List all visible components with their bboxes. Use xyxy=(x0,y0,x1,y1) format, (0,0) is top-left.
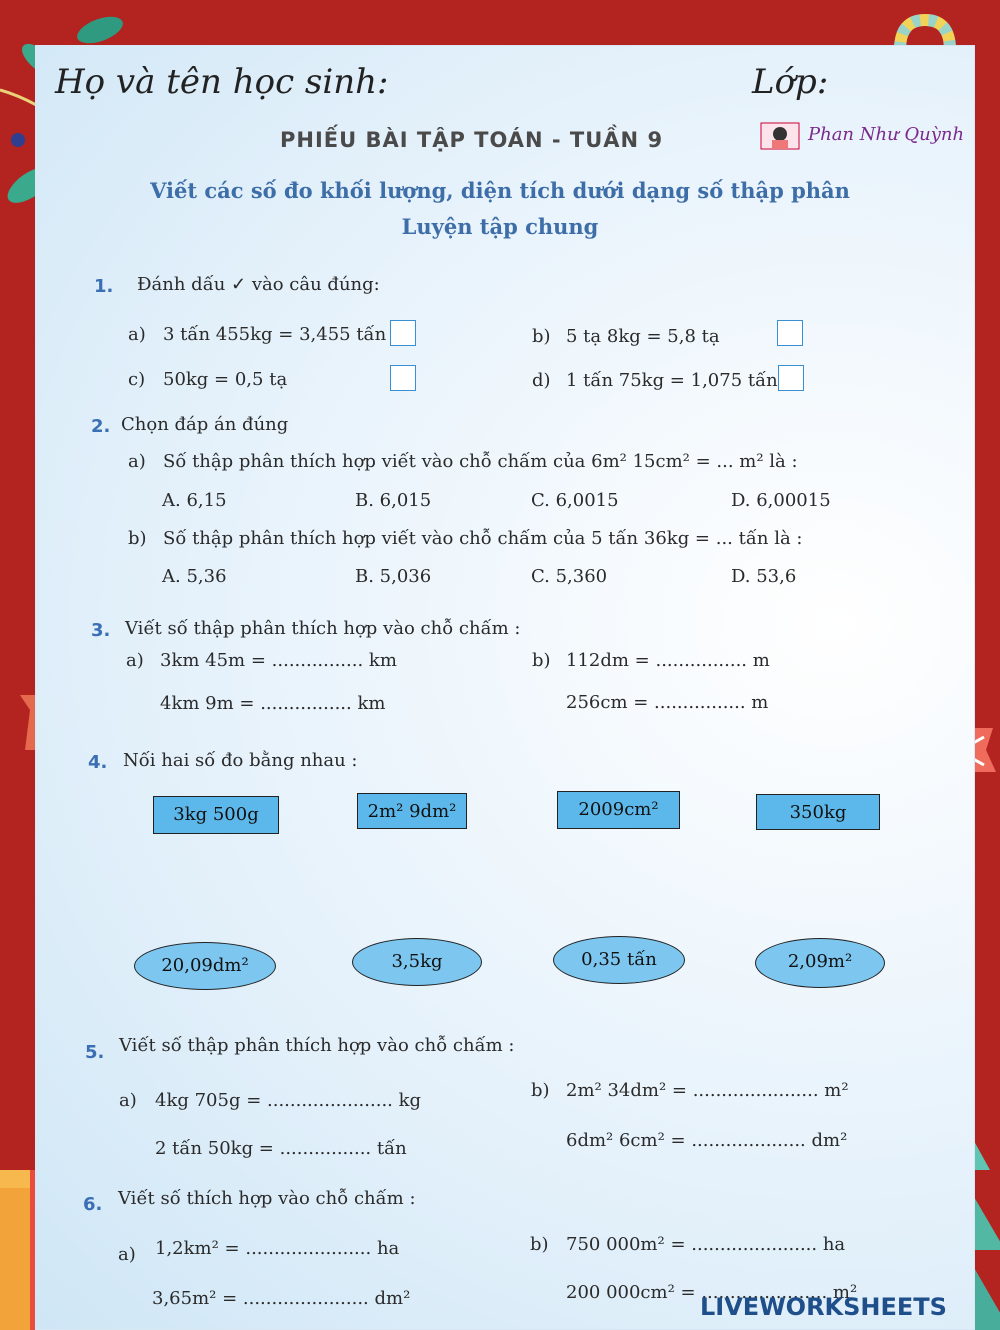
q5-line-3[interactable]: 2 tấn 50kg = ................ tấn xyxy=(155,1138,407,1159)
q6-line-1[interactable]: 1,2km² = ...................... ha xyxy=(155,1238,400,1259)
q1-d-checkbox[interactable] xyxy=(778,365,804,391)
q2-b-label: b) xyxy=(128,528,147,549)
q1-d-text: 1 tấn 75kg = 1,075 tấn xyxy=(566,370,778,391)
q6-prompt: Viết số thích hợp vào chỗ chấm : xyxy=(118,1188,416,1209)
worksheet-banner: PHIẾU BÀI TẬP TOÁN - TUẦN 9 xyxy=(280,128,664,152)
q1-c-text: 50kg = 0,5 tạ xyxy=(163,369,288,390)
teacher-avatar-icon xyxy=(760,122,800,156)
q2-a-option-d[interactable]: D. 6,00015 xyxy=(731,490,831,511)
q1-a-checkbox[interactable] xyxy=(390,320,416,346)
q6-a-label: a) xyxy=(118,1244,136,1265)
q5-line-1[interactable]: 4kg 705g = ...................... kg xyxy=(155,1090,422,1111)
q3-line-1[interactable]: 3km 45m = ................ km xyxy=(160,650,397,671)
match-box-4[interactable]: 350kg xyxy=(756,794,880,830)
q1-prompt: Đánh dấu ✓ vào câu đúng: xyxy=(137,274,380,295)
liveworksheets-watermark: LIVEWORKSHEETS xyxy=(700,1293,947,1321)
q1-c-label: c) xyxy=(128,369,146,390)
q3-b-label: b) xyxy=(532,650,551,671)
match-box-3[interactable]: 2009cm² xyxy=(557,791,680,829)
match-box-1[interactable]: 3kg 500g xyxy=(153,796,279,834)
match-oval-3[interactable]: 0,35 tấn xyxy=(553,936,685,984)
q2-a-option-a[interactable]: A. 6,15 xyxy=(162,490,227,511)
q3-number: 3. xyxy=(91,620,111,641)
match-oval-4[interactable]: 2,09m² xyxy=(755,938,885,988)
q2-a-option-c[interactable]: C. 6,0015 xyxy=(531,490,619,511)
q3-prompt: Viết số thập phân thích hợp vào chỗ chấm : xyxy=(125,618,521,639)
q5-line-4[interactable]: 6dm² 6cm² = .................... dm² xyxy=(566,1130,848,1151)
q6-line-3[interactable]: 3,65m² = ...................... dm² xyxy=(152,1288,411,1309)
q1-d-label: d) xyxy=(532,370,551,391)
worksheet-title: Viết các số đo khối lượng, diện tích dưới dạng số thập phân xyxy=(150,178,850,203)
q2-number: 2. xyxy=(91,416,111,437)
match-box-2[interactable]: 2m² 9dm² xyxy=(357,793,467,829)
q4-number: 4. xyxy=(88,752,108,773)
q1-a-text: 3 tấn 455kg = 3,455 tấn xyxy=(163,324,387,345)
q2-a-option-b[interactable]: B. 6,015 xyxy=(355,490,432,511)
q2-b-option-b[interactable]: B. 5,036 xyxy=(355,566,432,587)
q2-b-option-c[interactable]: C. 5,360 xyxy=(531,566,608,587)
q5-line-2[interactable]: 2m² 34dm² = ...................... m² xyxy=(566,1080,849,1101)
class-label: Lớp: xyxy=(752,62,829,102)
q2-b-option-d[interactable]: D. 53,6 xyxy=(731,566,797,587)
signature: Phan Như Quỳnh xyxy=(808,124,965,145)
q6-b-label: b) xyxy=(530,1234,549,1255)
q5-number: 5. xyxy=(85,1042,105,1063)
match-oval-1[interactable]: 20,09dm² xyxy=(134,942,276,990)
student-name-label: Họ và tên học sinh: xyxy=(55,62,389,102)
q1-number: 1. xyxy=(94,276,114,297)
q4-prompt: Nối hai số đo bằng nhau : xyxy=(123,750,358,771)
q3-line-4[interactable]: 256cm = ................ m xyxy=(566,692,769,713)
match-oval-2[interactable]: 3,5kg xyxy=(352,938,482,986)
q1-c-checkbox[interactable] xyxy=(390,365,416,391)
q6-number: 6. xyxy=(83,1194,103,1215)
q1-a-label: a) xyxy=(128,324,146,345)
q2-b-text: Số thập phân thích hợp viết vào chỗ chấm của 5 tấn 36kg = ... tấn là : xyxy=(163,528,803,549)
q3-line-2[interactable]: 112dm = ................ m xyxy=(566,650,770,671)
q5-prompt: Viết số thập phân thích hợp vào chỗ chấm : xyxy=(119,1035,515,1056)
q3-line-3[interactable]: 4km 9m = ................ km xyxy=(160,693,386,714)
q2-prompt: Chọn đáp án đúng xyxy=(121,414,289,435)
q1-b-text: 5 tạ 8kg = 5,8 tạ xyxy=(566,326,720,347)
q2-a-text: Số thập phân thích hợp viết vào chỗ chấm của 6m² 15cm² = ... m² là : xyxy=(163,451,798,472)
q2-b-option-a[interactable]: A. 5,36 xyxy=(162,566,227,587)
q3-a-label: a) xyxy=(126,650,144,671)
q2-a-label: a) xyxy=(128,451,146,472)
q6-line-2[interactable]: 750 000m² = ...................... ha xyxy=(566,1234,846,1255)
q6-line-4[interactable]: 200 000cm² = ...................... m² xyxy=(566,1282,858,1303)
q5-b-label: b) xyxy=(531,1080,550,1101)
q1-b-checkbox[interactable] xyxy=(777,320,803,346)
q1-b-label: b) xyxy=(532,326,551,347)
q5-a-label: a) xyxy=(119,1090,137,1111)
worksheet-subtitle: Luyện tập chung xyxy=(401,214,599,239)
